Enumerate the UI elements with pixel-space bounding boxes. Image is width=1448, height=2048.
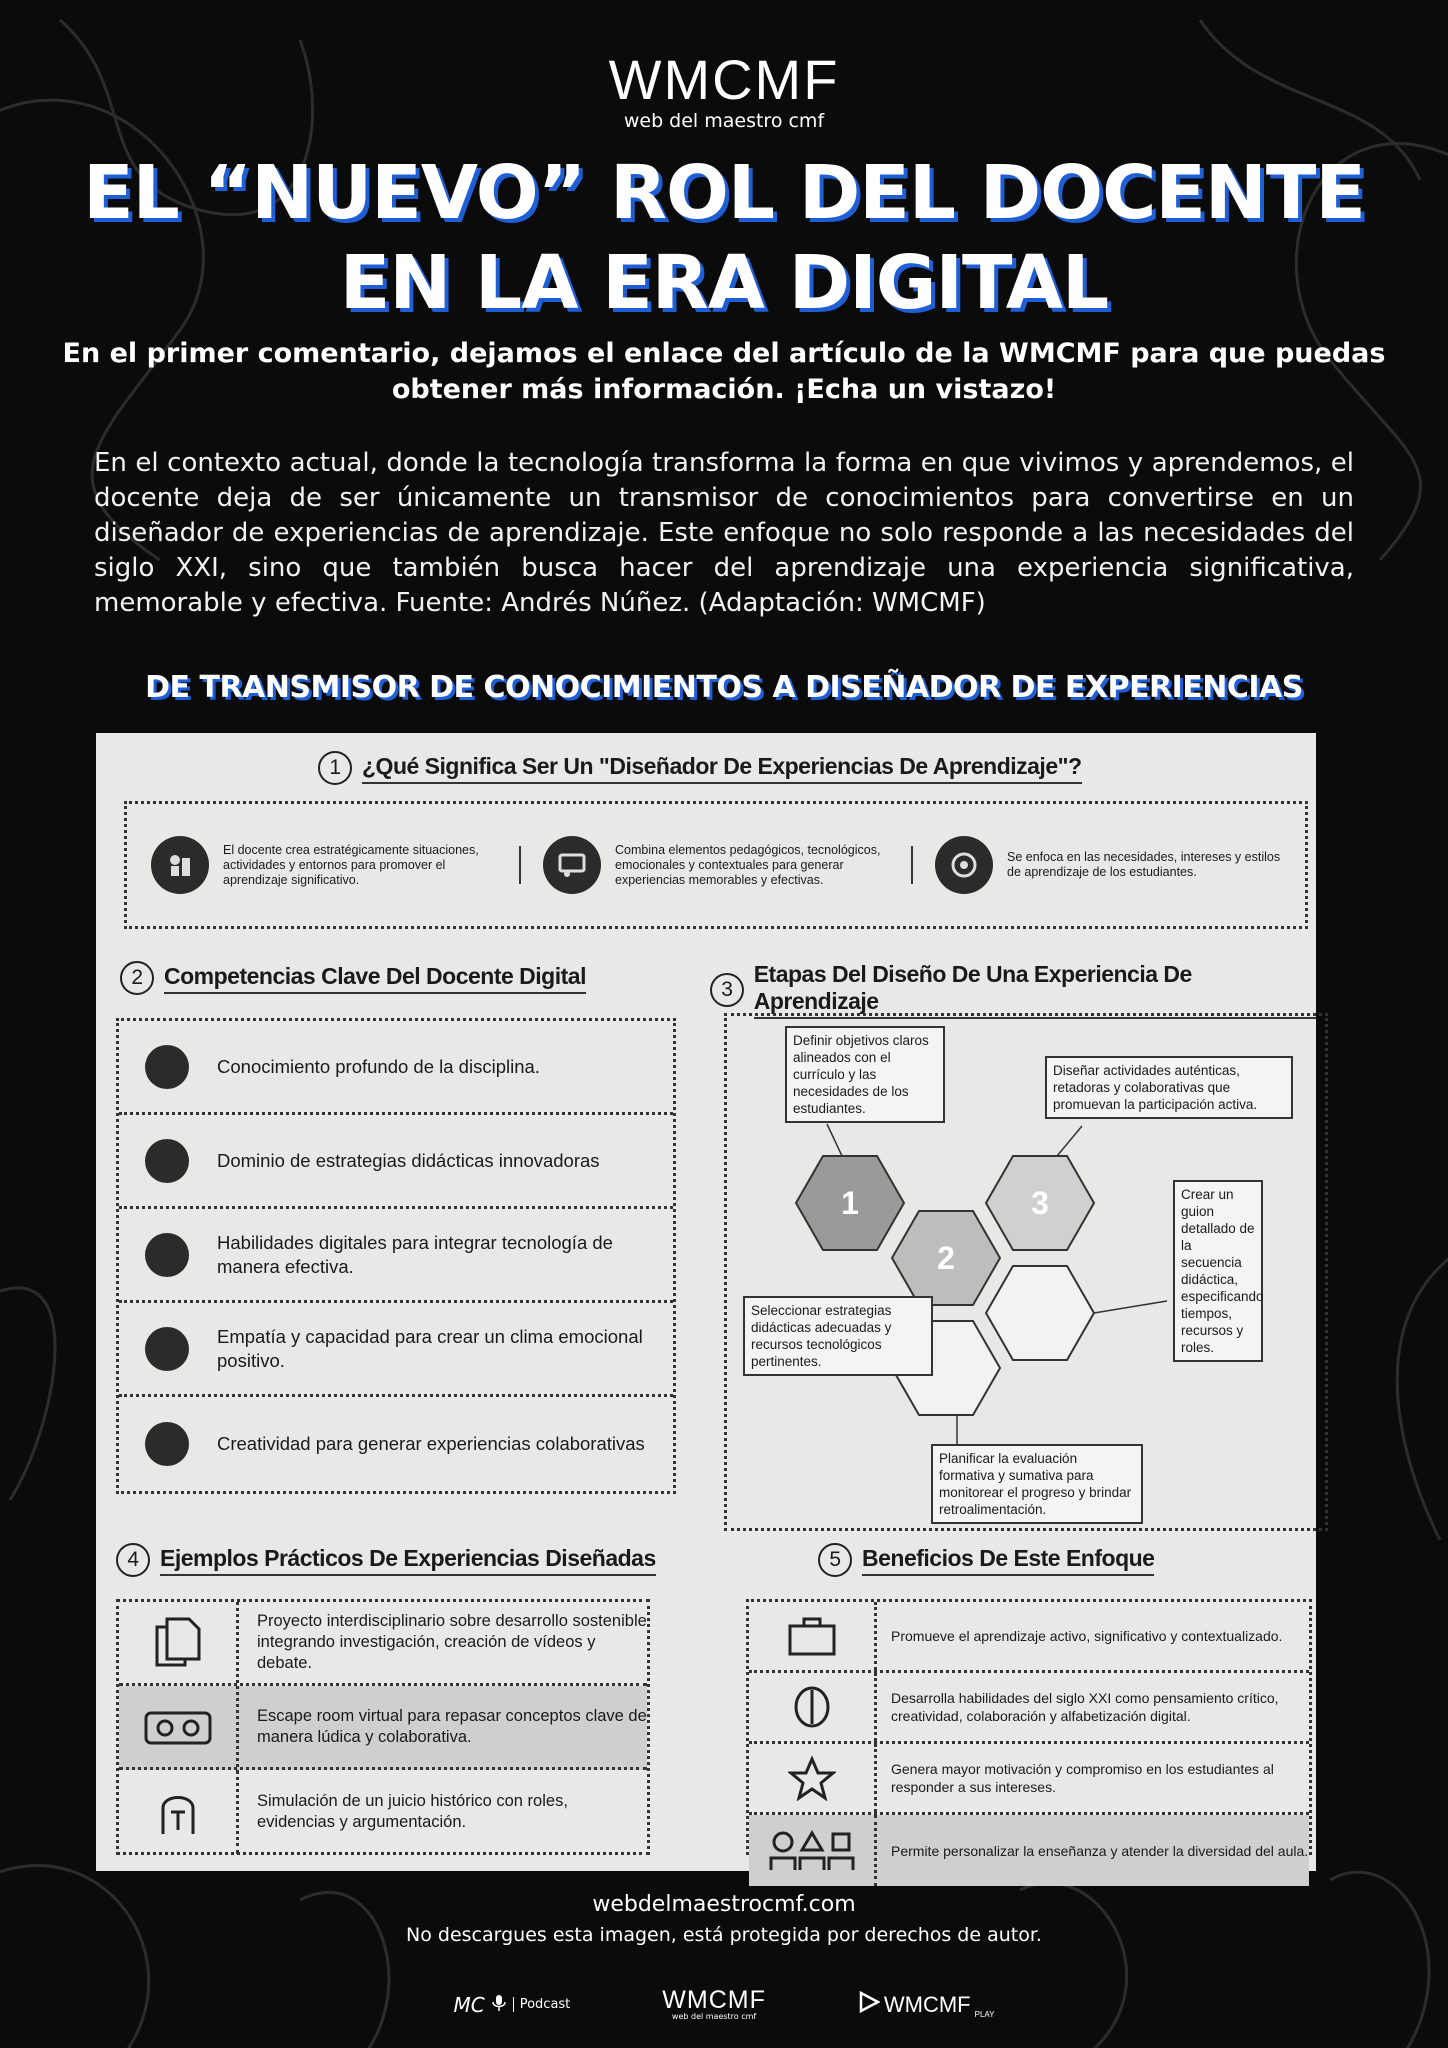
- section-3-title: [710, 961, 1316, 1019]
- logo-wordmark: WMCMF: [608, 48, 840, 111]
- brain-icon: [749, 1673, 877, 1741]
- section-1-box: [124, 801, 1308, 929]
- stage-box: Diseñar actividades auténticas, retadoras y colaborativas que promuevan la participación activa.: [1045, 1056, 1293, 1119]
- section-2-title: [120, 961, 586, 995]
- logo-tagline: web del maestro cmf: [623, 110, 825, 132]
- lightbulb-icon: [145, 1422, 189, 1466]
- benefit-text: Promueve el aprendizaje activo, significativo y contextualizado.: [891, 1628, 1283, 1644]
- section-heading: DE TRANSMISOR DE CONOCIMIENTOS A DISEÑADOR DE EXPERIENCIAS: [145, 670, 1303, 705]
- hex-label: 3: [1031, 1185, 1049, 1221]
- section-title-text: Beneficios De Este Enfoque: [862, 1545, 1154, 1576]
- list-item: [119, 1115, 673, 1209]
- benefit-text: Permite personalizar la enseñanza y atender la diversidad del aula.: [891, 1842, 1309, 1859]
- list-item: [119, 1303, 673, 1397]
- podcast-logo: [453, 1993, 570, 2017]
- play-logo: [858, 1991, 995, 2019]
- meaning-item: [543, 836, 889, 894]
- benefits-list: [746, 1599, 1312, 1859]
- brand-logo: [0, 48, 1448, 132]
- play-logo-wordmark: WMCMF: [883, 1991, 971, 2017]
- section-title-text: Ejemplos Prácticos De Experiencias Diseñadas: [160, 1545, 656, 1576]
- competency-text: Conocimiento profundo de la disciplina.: [217, 1055, 540, 1077]
- helmet-icon: [119, 1770, 239, 1854]
- section-title-text: Etapas Del Diseño De Una Experiencia De Aprendizaje: [754, 961, 1316, 1019]
- intro-paragraph: En el contexto actual, donde la tecnología transforma la forma en que vivimos y aprendemos, el docente deja de ser únicamente un transmisor de conocimientos para convertirse en un diseñador de experiencias de aprendizaje. Este enfoque no solo responde a las necesidades del siglo XXI, sino que también busca hacer del aprendizaje una experiencia significativa, memorable y efectiva. Fuente: Andrés Núñez. (Adaptación: WMCMF): [94, 448, 1354, 618]
- stage-box: Seleccionar estrategias didácticas adecuadas y recursos tecnológicos pertinentes.: [743, 1296, 933, 1376]
- footer-copyright-note: No descargues esta imagen, está protegida por derechos de autor.: [406, 1924, 1042, 1946]
- star-icon: [749, 1744, 877, 1812]
- example-text: Proyecto interdisciplinario sobre desarrollo sostenible integrando investigación, creación de vídeos y debate.: [257, 1612, 647, 1672]
- examples-list: [116, 1599, 650, 1855]
- section-title-text: Competencias Clave Del Docente Digital: [164, 963, 586, 994]
- people-shapes-icon: [749, 1815, 877, 1886]
- example-text: Escape room virtual para repasar conceptos clave de manera lúdica y colaborativa.: [257, 1706, 647, 1746]
- briefcase-icon: [749, 1602, 877, 1670]
- competency-text: Creatividad para generar experiencias colaborativas: [217, 1433, 645, 1454]
- chess-icon: [151, 836, 209, 894]
- device-icon: [145, 1233, 189, 1277]
- meaning-text: El docente crea estratégicamente situaciones, actividades y entornos para promover el aprendizaje significativo.: [223, 842, 479, 887]
- gear-brain-icon: [145, 1045, 189, 1089]
- meaning-item: [935, 836, 1281, 894]
- competencies-list: [116, 1018, 676, 1494]
- section-number: 2: [120, 961, 154, 995]
- documents-icon: [119, 1602, 239, 1683]
- hex-label: 1: [841, 1185, 859, 1221]
- presentation-icon: [543, 836, 601, 894]
- benefit-text: Desarrolla habilidades del siglo XXI como pensamiento crítico, creatividad, colaboración y alfabetización digital.: [891, 1690, 1279, 1724]
- meaning-text: Se enfoca en las necesidades, intereses y estilos de aprendizaje de los estudiantes.: [1007, 850, 1281, 879]
- microphone-icon: [491, 1994, 507, 2016]
- hexagon-4: [986, 1266, 1094, 1360]
- list-item: [749, 1815, 1309, 1886]
- section-4-title: [116, 1543, 656, 1577]
- section-number: 1: [318, 751, 352, 785]
- footer-url[interactable]: webdelmaestrocmf.com: [592, 1892, 856, 1917]
- list-item: [749, 1744, 1309, 1815]
- stage-box: Definir objetivos claros alineados con el currículo y las necesidades de los estudiantes.: [785, 1026, 945, 1123]
- list-item: [119, 1209, 673, 1303]
- target-icon: [935, 836, 993, 894]
- play-icon: [858, 1991, 880, 2019]
- competency-text: Empatía y capacidad para crear un clima emocional positivo.: [217, 1325, 643, 1371]
- podcast-logo-mark: MC: [453, 1992, 485, 2017]
- list-item: [119, 1021, 673, 1115]
- vr-headset-icon: [119, 1686, 239, 1767]
- competency-text: Habilidades digitales para integrar tecnología de manera efectiva.: [217, 1231, 613, 1277]
- play-label: PLAY: [974, 2009, 995, 2019]
- section-title-text: ¿Qué Significa Ser Un "Diseñador De Experiencias De Aprendizaje"?: [362, 753, 1082, 784]
- section-1-title: [318, 751, 1082, 785]
- divider: [519, 846, 521, 884]
- list-item: [749, 1673, 1309, 1744]
- meaning-text: Combina elementos pedagógicos, tecnológicos, emocionales y contextuales para generar experiencias memorables y efectivas.: [615, 842, 881, 887]
- benefit-text: Genera mayor motivación y compromiso en los estudiantes al responder a sus intereses.: [891, 1761, 1274, 1795]
- heart-hands-icon: [145, 1327, 189, 1371]
- meaning-item: [151, 836, 497, 894]
- stage-box: Planificar la evaluación formativa y sumativa para monitorear el progreso y brindar retroalimentación.: [931, 1444, 1143, 1524]
- list-item: [119, 1602, 647, 1686]
- section-number: 4: [116, 1543, 150, 1577]
- example-text: Simulación de un juicio histórico con roles, evidencias y argumentación.: [257, 1792, 568, 1831]
- robot-icon: [145, 1139, 189, 1183]
- stages-diagram: [724, 1013, 1328, 1531]
- section-number: 3: [710, 973, 744, 1007]
- competency-text: Dominio de estrategias didácticas innovadoras: [217, 1149, 600, 1171]
- section-5-title: [818, 1543, 1154, 1577]
- subtitle: En el primer comentario, dejamos el enlace del artículo de la WMCMF para que puedas obtener más información. ¡Echa un vistazo!: [62, 338, 1386, 405]
- page-title: EL “NUEVO” ROL DEL DOCENTE EN LA ERA DIGITAL: [83, 150, 1365, 326]
- divider: [911, 846, 913, 884]
- list-item: [119, 1770, 647, 1854]
- infographic: [96, 733, 1316, 1871]
- list-item: [119, 1686, 647, 1770]
- list-item: [119, 1397, 673, 1491]
- center-logo-wordmark: WMCMF: [662, 1986, 766, 2014]
- stage-box: Crear un guion detallado de la secuencia didáctica, especificando tiempos, recursos y roles.: [1173, 1180, 1263, 1362]
- podcast-label: Podcast: [513, 1997, 571, 2012]
- list-item: [749, 1602, 1309, 1673]
- center-logo: [662, 1988, 766, 2021]
- hex-label: 2: [937, 1240, 955, 1276]
- footer-logos: [0, 1988, 1448, 2021]
- center-logo-tagline: web del maestro cmf: [671, 2012, 757, 2021]
- section-number: 5: [818, 1543, 852, 1577]
